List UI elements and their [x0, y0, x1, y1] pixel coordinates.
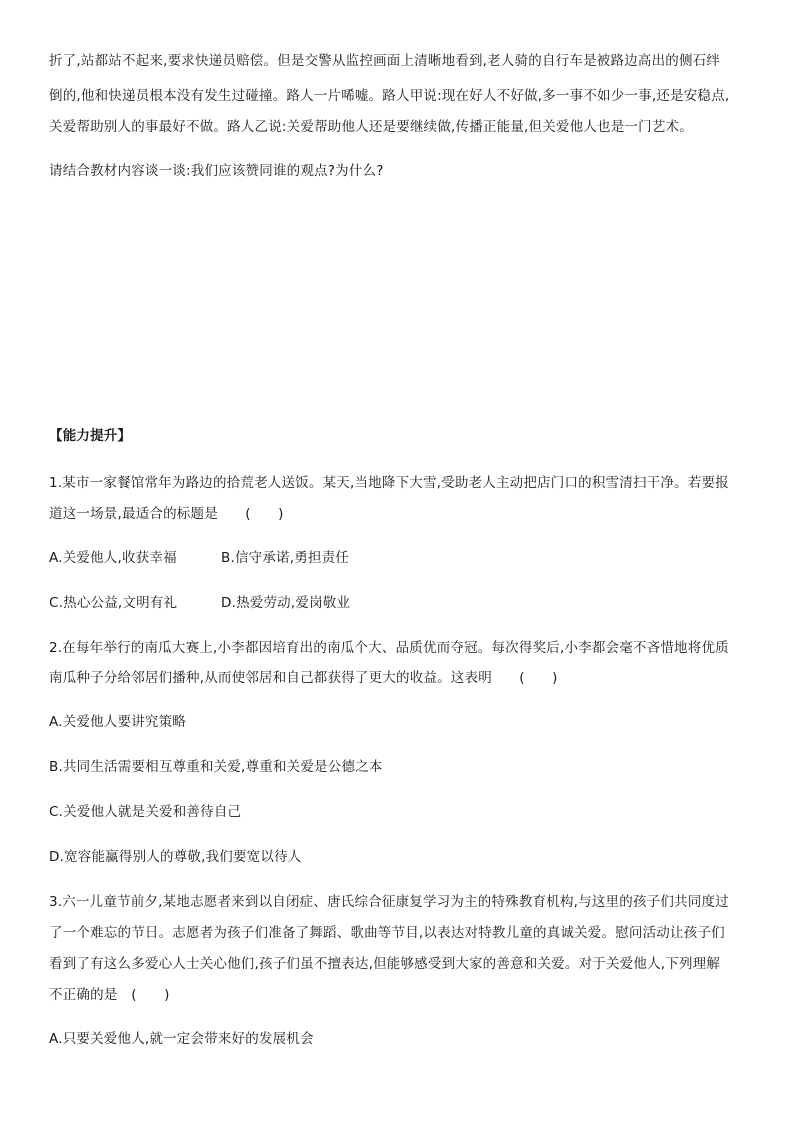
q2-option-d: D.宽容能赢得别人的尊敬,我们要宽以待人: [49, 849, 302, 865]
q1-stem-line-2: 道这一场景,最适合的标题是 ( ): [49, 506, 284, 522]
q3-stem-line-4: 不正确的是 ( ): [49, 987, 170, 1003]
q3-stem-line-2: 了一个难忘的节日。志愿者为孩子们准备了舞蹈、歌曲等节目,以表达对特教儿童的真诚关爱。慰问活动让孩子们: [49, 925, 725, 941]
q1-option-b: B.信守承诺,勇担责任: [221, 550, 350, 566]
q1-option-c: C.热心公益,文明有礼: [49, 595, 178, 611]
q2-option-c: C.关爱他人就是关爱和善待自己: [49, 804, 242, 820]
q3-option-a: A.只要关爱他人,就一定会带来好的发展机会: [49, 1031, 314, 1047]
q1-option-a: A.关爱他人,收获幸福: [49, 550, 177, 566]
q2-stem-line-1: 2.在每年举行的南瓜大赛上,小李都因培育出的南瓜个大、品质优而夺冠。每次得奖后,小李都会毫不吝惜地将优质: [49, 640, 729, 656]
q2-stem-line-2: 南瓜种子分给邻居们播种,从而使邻居和自己都获得了更大的收益。这表明 ( ): [49, 670, 558, 686]
intro-line-2: 倒的,他和快递员根本没有发生过碰撞。路人一片唏嘘。路人甲说:现在好人不好做,多一事不如少一事,还是安稳点,: [49, 88, 730, 104]
intro-line-1: 折了,站都站不起来,要求快递员赔偿。但是交警从监控画面上清晰地看到,老人骑的自行车是被路边高出的侧石绊: [49, 53, 721, 69]
q2-option-a: A.关爱他人要讲究策略: [49, 714, 186, 730]
q1-stem-line-1: 1.某市一家餐馆常年为路边的拾荒老人送饭。某天,当地降下大雪,受助老人主动把店门口的积雪清扫干净。若要报: [49, 475, 729, 491]
q3-stem-line-3: 看到了有这么多爱心人士关心他们,孩子们虽不擅表达,但能够感受到大家的善意和关爱。对于关爱他人,下列理解: [49, 956, 721, 972]
section-heading: 【能力提升】: [49, 428, 132, 444]
intro-line-3: 关爱帮助别人的事最好不做。路人乙说:关爱帮助他人还是要继续做,传播正能量,但关爱他人也是一门艺术。: [49, 119, 693, 135]
intro-question: 请结合教材内容谈一谈:我们应该赞同谁的观点?为什么?: [49, 163, 384, 179]
q2-option-b: B.共同生活需要相互尊重和关爱,尊重和关爱是公德之本: [49, 759, 383, 775]
q3-stem-line-1: 3.六一儿童节前夕,某地志愿者来到以自闭症、唐氏综合征康复学习为主的特殊教育机构,与这里的孩子们共同度过: [49, 894, 729, 910]
q1-option-d: D.热爱劳动,爱岗敬业: [221, 595, 351, 611]
